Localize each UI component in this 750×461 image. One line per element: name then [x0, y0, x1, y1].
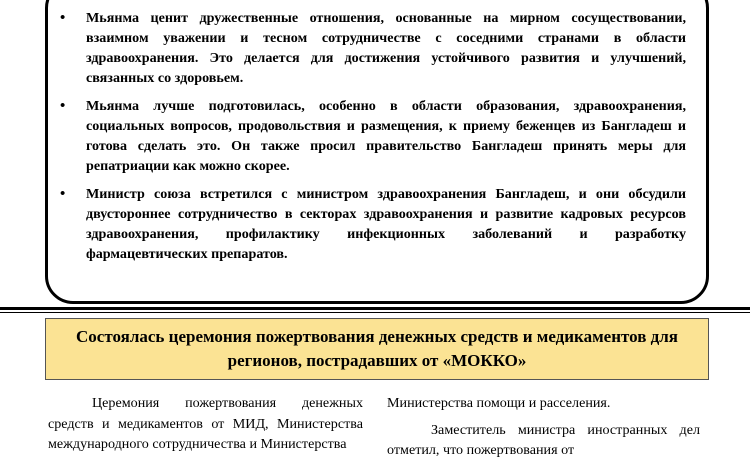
bullet-text: Мьянма ценит дружественные отношения, основанные на мирном сосуществовании, взаимном уважении и тесном сотрудничестве с соседними странами в области здравоохранения. Это делается для достижения устойчивого развития и улучшений, связанных со здоровьем.: [86, 10, 686, 86]
article-column-right: [387, 393, 700, 461]
section-divider-thin: [0, 312, 750, 313]
headline-text: Состоялась церемония пожертвования денежных средств и медикаментов для регионов, пострадавших от «МОККО»: [76, 327, 678, 370]
bullet-item: [60, 8, 686, 88]
article-column-left: [48, 393, 363, 455]
section-divider-thick: [0, 307, 750, 310]
left-paragraph: Церемония пожертвования денежных средств и медикаментов от МИД, Министерства международного сотрудничества и Министерства: [48, 395, 363, 452]
bullet-icon: •: [60, 10, 66, 26]
bullet-text: Министр союза встретился с министром здравоохранения Бангладеш, и они обсудили двустороннее сотрудничество в секторах здравоохранения и развитие кадровых ресурсов здравоохранения, профилактику инфекционных заболеваний и разработку фармацевтических препаратов.: [86, 186, 686, 262]
bullet-text: Мьянма лучше подготовилась, особенно в области образования, здравоохранения, социальных вопросов, продовольствия и размещения, к приему беженцев из Бангладеш и готова сделать это. Он также просил правительство Бангладеш принять меры для репатриации как можно скорее.: [86, 98, 686, 174]
bullet-item: [60, 96, 686, 176]
article-headline: [45, 318, 709, 380]
right-continuation: Министерства помощи и расселения.: [387, 395, 611, 411]
bullet-icon: •: [60, 186, 66, 202]
summary-bullet-list: [60, 8, 686, 272]
right-paragraph: Заместитель министра иностранных дел отметил, что пожертвования от: [387, 421, 700, 458]
bullet-item: [60, 184, 686, 264]
bullet-icon: •: [60, 98, 66, 114]
